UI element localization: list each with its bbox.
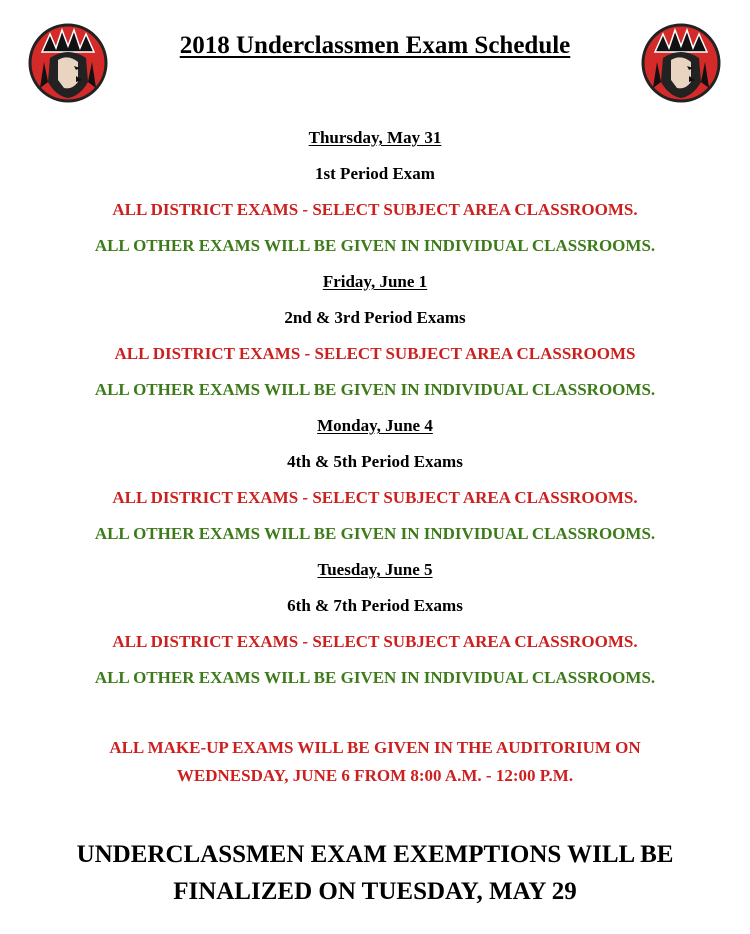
day-heading: Thursday, May 31 bbox=[308, 128, 442, 147]
page-title: 2018 Underclassmen Exam Schedule bbox=[179, 32, 571, 59]
period-label: 2nd & 3rd Period Exams bbox=[284, 308, 466, 327]
exemptions-notice-line-2: FINALIZED ON TUESDAY, MAY 29 bbox=[173, 878, 577, 905]
day-heading: Tuesday, June 5 bbox=[317, 560, 433, 579]
other-exams-note: ALL OTHER EXAMS WILL BE GIVEN IN INDIVIDUAL CLASSROOMS. bbox=[94, 236, 656, 255]
period-label: 6th & 7th Period Exams bbox=[287, 596, 463, 615]
other-exams-note: ALL OTHER EXAMS WILL BE GIVEN IN INDIVIDUAL CLASSROOMS. bbox=[94, 380, 656, 399]
makeup-notice-line-1: ALL MAKE-UP EXAMS WILL BE GIVEN IN THE AUDITORIUM ON bbox=[109, 738, 641, 757]
district-exams-note: ALL DISTRICT EXAMS - SELECT SUBJECT AREA CLASSROOMS. bbox=[112, 632, 638, 651]
period-label: 4th & 5th Period Exams bbox=[287, 452, 463, 471]
makeup-notice-line-2: WEDNESDAY, JUNE 6 FROM 8:00 A.M. - 12:00 P.M. bbox=[176, 766, 574, 785]
period-label: 1st Period Exam bbox=[315, 164, 435, 183]
district-exams-note: ALL DISTRICT EXAMS - SELECT SUBJECT AREA CLASSROOMS bbox=[114, 344, 636, 363]
district-exams-note: ALL DISTRICT EXAMS - SELECT SUBJECT AREA CLASSROOMS. bbox=[112, 488, 638, 507]
district-exams-note: ALL DISTRICT EXAMS - SELECT SUBJECT AREA CLASSROOMS. bbox=[112, 200, 638, 219]
day-heading: Friday, June 1 bbox=[322, 272, 428, 291]
day-heading: Monday, June 4 bbox=[317, 416, 433, 435]
other-exams-note: ALL OTHER EXAMS WILL BE GIVEN IN INDIVIDUAL CLASSROOMS. bbox=[94, 668, 656, 687]
exemptions-notice-line-1: UNDERCLASSMEN EXAM EXEMPTIONS WILL BE bbox=[76, 841, 674, 868]
other-exams-note: ALL OTHER EXAMS WILL BE GIVEN IN INDIVIDUAL CLASSROOMS. bbox=[94, 524, 656, 543]
